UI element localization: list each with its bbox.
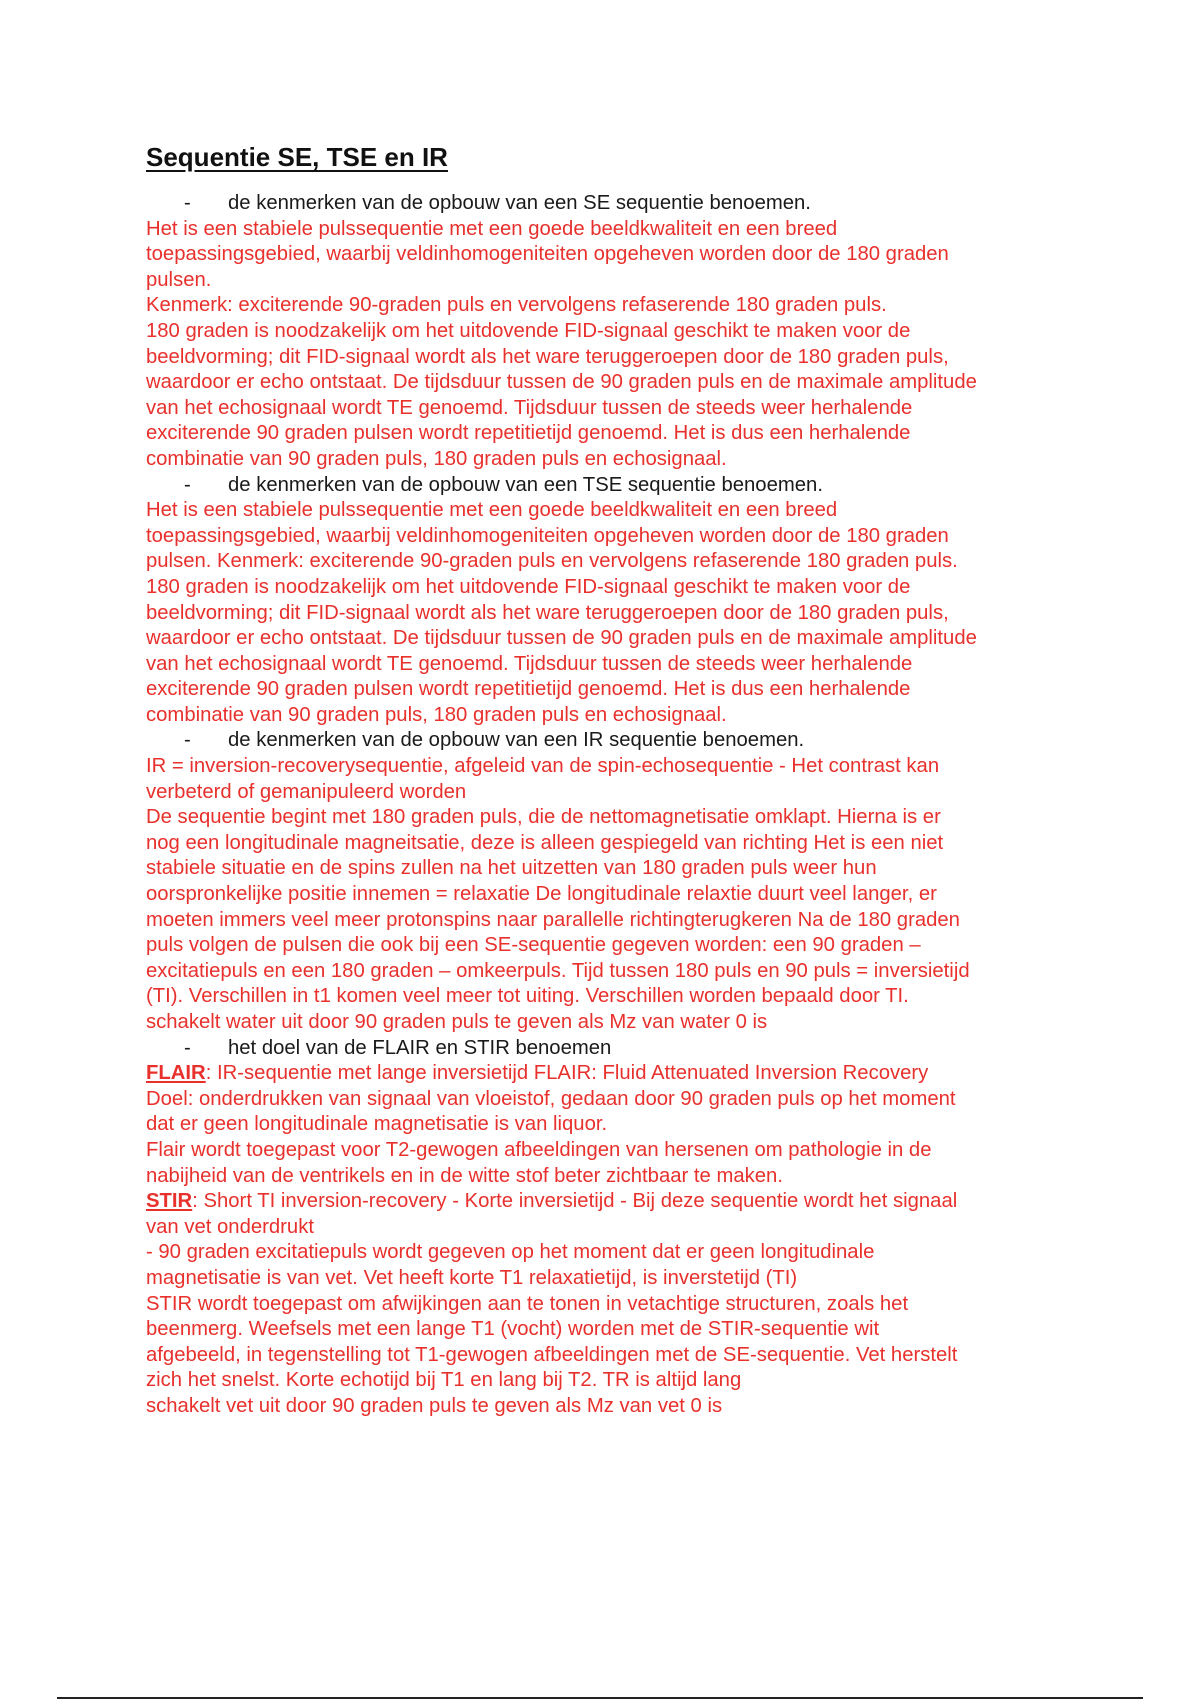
text-line: beeldvorming; dit FID-signaal wordt als het ware teruggeroepen door de 180 graden puls, [146, 345, 949, 368]
text-line: exciterende 90 graden pulsen wordt repetitietijd genoemd. Het is dus een herhalende [146, 422, 911, 445]
text-line: beeldvorming; dit FID-signaal wordt als het ware teruggeroepen door de 180 graden puls, [146, 601, 949, 624]
flair-heading-line: FLAIR: IR-sequentie met lange inversietijd FLAIR: Fluid Attenuated Inversion Recovery [146, 1062, 929, 1085]
text-line: excitatiepuls en een 180 graden – omkeerpuls. Tijd tussen 180 puls en 90 puls = inversietijd [146, 959, 970, 982]
text-line: toepassingsgebied, waarbij veldinhomogeniteiten opgeheven worden door de 180 graden [146, 243, 949, 266]
text-line: waardoor er echo ontstaat. De tijdsduur tussen de 90 graden puls en de maximale amplitude [146, 371, 977, 394]
text-line: magnetisatie is van vet. Vet heeft korte T1 relaxatietijd, is inverstetijd (TI) [146, 1266, 798, 1289]
page-title: Sequentie SE, TSE en IR [146, 142, 448, 172]
document-body [146, 191, 1066, 1420]
text-line: moeten immers veel meer protonspins naar parallelle richtingterugkeren Na de 180 graden [146, 908, 960, 931]
text-line: pulsen. [146, 268, 212, 291]
flair-label: FLAIR [146, 1062, 206, 1085]
bullet-ir: - de kenmerken van de opbouw van een IR sequentie benoemen. [146, 728, 1066, 754]
stir-paragraph [146, 1215, 1066, 1420]
text-line: van het echosignaal wordt TE genoemd. Tijdsduur tussen de steeds weer herhalende [146, 396, 913, 419]
text-line: toepassingsgebied, waarbij veldinhomogeniteiten opgeheven worden door de 180 graden [146, 524, 949, 547]
text-line: IR = inversion-recoverysequentie, afgeleid van de spin-echosequentie - Het contrast kan [146, 755, 940, 778]
text-line: Doel: onderdrukken van signaal van vloeistof, gedaan door 90 graden puls op het moment [146, 1087, 956, 1110]
text-line: Het is een stabiele pulssequentie met een goede beeldkwaliteit en een breed [146, 217, 838, 240]
text-line: nog een longitudinale magneitsatie, deze is alleen gespiegeld van richting Het is een niet [146, 831, 944, 854]
text-line: van het echosignaal wordt TE genoemd. Tijdsduur tussen de steeds weer herhalende [146, 652, 913, 675]
text-line: verbeterd of gemanipuleerd worden [146, 780, 467, 803]
text-line: nabijheid van de ventrikels en in de witte stof beter zichtbaar te maken. [146, 1164, 783, 1187]
footer-rule [57, 1697, 1143, 1699]
text-line: schakelt vet uit door 90 graden puls te geven als Mz van vet 0 is [146, 1394, 723, 1417]
text-line: (TI). Verschillen in t1 komen veel meer tot uiting. Verschillen worden bepaald door TI. [146, 985, 909, 1008]
stir-heading-line: STIR: Short TI inversion-recovery - Korte inversietijd - Bij deze sequentie wordt het signaal [146, 1190, 958, 1213]
text-line: pulsen. Kenmerk: exciterende 90-graden puls en vervolgens refaserende 180 graden puls. [146, 550, 958, 573]
text-line: zich het snelst. Korte echotijd bij T1 en lang bij T2. TR is altijd lang [146, 1369, 742, 1392]
bullet-marker: - [184, 192, 191, 214]
bullet-marker: - [184, 1036, 191, 1059]
document-page [146, 140, 1066, 1420]
text-line: dat er geen longitudinale magnetisatie is van liquor. [146, 1113, 608, 1136]
se-paragraph [146, 217, 1066, 473]
bullet-tse: - de kenmerken van de opbouw van een TSE sequentie benoemen. [146, 473, 1066, 499]
stir-label: STIR [146, 1190, 193, 1213]
text-line: STIR wordt toegepast om afwijkingen aan te tonen in vetachtige structuren, zoals het [146, 1292, 909, 1315]
bullet-se: - de kenmerken van de opbouw van een SE sequentie benoemen. [146, 191, 1066, 217]
bullet-marker: - [184, 729, 191, 752]
text-line: van vet onderdrukt [146, 1215, 314, 1238]
text-line: Flair wordt toegepast voor T2-gewogen afbeeldingen van hersenen om pathologie in de [146, 1138, 932, 1161]
flair-paragraph [146, 1087, 1066, 1189]
text-line: Het is een stabiele pulssequentie met een goede beeldkwaliteit en een breed [146, 499, 838, 522]
text-line: afgebeeld, in tegenstelling tot T1-gewogen afbeeldingen met de SE-sequentie. Vet herstelt [146, 1343, 958, 1366]
text-line: 180 graden is noodzakelijk om het uitdovende FID-signaal geschikt te maken voor de [146, 319, 911, 342]
text-line: oorspronkelijke positie innemen = relaxatie De longitudinale relaxtie duurt veel langer, er [146, 883, 937, 906]
text-line: 180 graden is noodzakelijk om het uitdovende FID-signaal geschikt te maken voor de [146, 575, 911, 598]
bullet-marker: - [184, 473, 191, 496]
text-line: Kenmerk: exciterende 90-graden puls en vervolgens refaserende 180 graden puls. [146, 294, 887, 317]
text-line: waardoor er echo ontstaat. De tijdsduur tussen de 90 graden puls en de maximale amplitude [146, 627, 977, 650]
text-line: combinatie van 90 graden puls, 180 graden puls en echosignaal. [146, 447, 727, 470]
text-line: stabiele situatie en de spins zullen na het uitzetten van 180 graden puls weer hun [146, 857, 877, 880]
text-line: exciterende 90 graden pulsen wordt repetitietijd genoemd. Het is dus een herhalende [146, 678, 911, 701]
bullet-flair-stir: - het doel van de FLAIR en STIR benoemen [146, 1036, 1066, 1062]
text-line: combinatie van 90 graden puls, 180 graden puls en echosignaal. [146, 703, 727, 726]
text-line: De sequentie begint met 180 graden puls, die de nettomagnetisatie omklapt. Hierna is er [146, 806, 941, 829]
text-line: schakelt water uit door 90 graden puls te geven als Mz van water 0 is [146, 1011, 768, 1033]
text-line: beenmerg. Weefsels met een lange T1 (vocht) worden met de STIR-sequentie wit [146, 1318, 880, 1341]
text-line: - 90 graden excitatiepuls wordt gegeven op het moment dat er geen longitudinale [146, 1241, 875, 1264]
text-line: puls volgen de pulsen die ook bij een SE-sequentie gegeven worden: een 90 graden – [146, 934, 921, 957]
tse-paragraph [146, 498, 1066, 728]
ir-paragraph [146, 754, 1066, 1036]
